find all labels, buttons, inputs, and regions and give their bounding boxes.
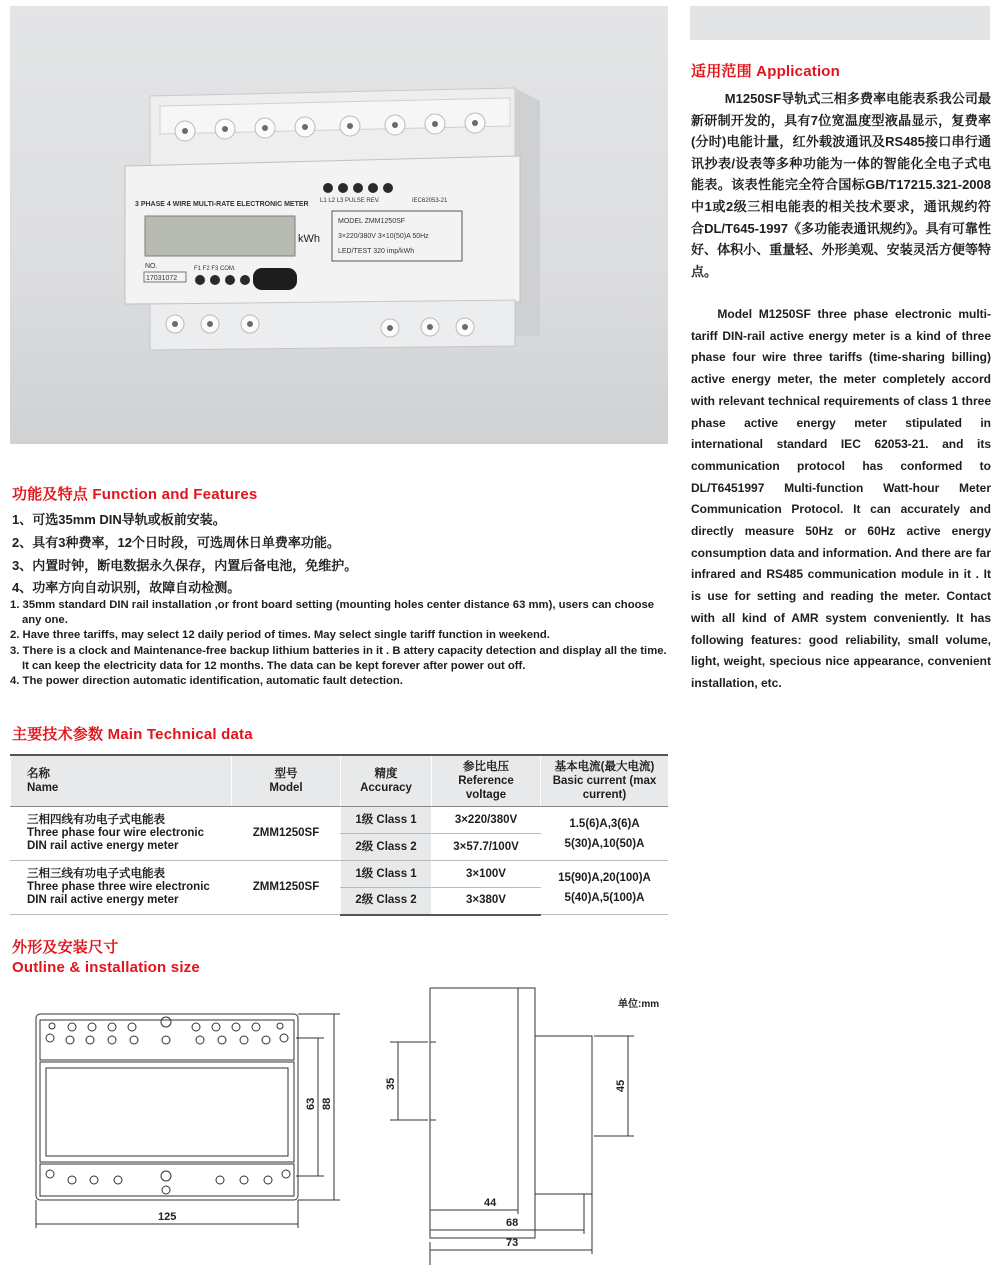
features-title: 功能及特点 Function and Features (12, 486, 258, 503)
dim-44: 44 (484, 1197, 497, 1209)
features-list-en (10, 598, 670, 689)
meter-model: MODEL ZMM1250SF (338, 218, 406, 225)
cell-accuracy: 2级 Class 2 (341, 834, 432, 861)
feature-zh-item: 4、功率方向自动识别，故障自动检测。 (12, 580, 241, 596)
cell-name: 三相四线有功电子式电能表 Three phase four wire electronic DIN rail active energy meter (11, 807, 232, 861)
col-model: 型号 Model (232, 755, 341, 807)
outline-title: 外形及安装尺寸 Outline & installation size (12, 939, 200, 976)
meter-led: LED/TEST 320 imp/kWh (338, 248, 415, 255)
dim-125: 125 (158, 1211, 177, 1223)
dim-45: 45 (615, 1079, 627, 1092)
table-row (11, 861, 669, 888)
application-text-zh: M1250SF导轨式三相多费率电能表系我公司最新研制开发的，具有7位宽温度型液晶显示，复费率(分时)电能计量，红外载波通讯及RS485接口串行通讯抄表/设表等多种功能为一体的智能化全电子式电能表。该表性能完全符合国标GB/T17215.321-2008中1或2级三相电能表的相关技术要求，通讯规约符合DL/T645-1997《多功能表通讯规约》。具有可靠性好、体积小、重量轻、外形美观、安装灵活方便等特点。 (691, 91, 991, 279)
feature-en-item: 4. The power direction automatic identification, automatic fault detection. (10, 675, 403, 688)
dim-63: 63 (305, 1097, 317, 1110)
meter-indicators: L1 L2 L3 PULSE REV. (320, 198, 380, 204)
header-bar (690, 6, 990, 40)
meter-no: NO. (145, 263, 158, 270)
feature-en-item: 1. 35mm standard DIN rail installation ,or front board setting (mounting holes center distance 63 mm), users can choose any one. (10, 599, 655, 627)
cell-accuracy: 2级 Class 2 (341, 888, 432, 915)
tech-table (10, 754, 668, 916)
meter-kwh: kWh (298, 233, 320, 245)
cell-accuracy: 1级 Class 1 (341, 807, 432, 834)
front-view-drawing (0, 1000, 380, 1260)
cell-voltage: 3×220/380V (432, 807, 541, 834)
meter-spec: 3×220/380V 3×10(50)A 50Hz (338, 233, 429, 240)
cell-model: ZMM1250SF (232, 807, 341, 861)
feature-en-item: 2. Have three tariffs, may select 12 daily period of times. May select single tariff function in weekend. (10, 629, 550, 642)
col-accuracy: 精度 Accuracy (341, 755, 432, 807)
dim-35: 35 (385, 1077, 397, 1090)
dim-68: 68 (506, 1217, 519, 1229)
table-row (11, 807, 669, 834)
table-header-row (11, 755, 669, 807)
cell-model: ZMM1250SF (232, 861, 341, 915)
unit-label: 单位:mm (618, 999, 660, 1010)
side-view-drawing (380, 980, 670, 1265)
meter-buttons: F1 F2 F3 COM. (194, 266, 236, 272)
meter-label: 3 PHASE 4 WIRE MULTI-RATE ELECTRONIC METER (135, 201, 309, 208)
dim-88: 88 (321, 1097, 333, 1110)
cell-name: 三相三线有功电子式电能表 Three phase three wire electronic DIN rail active energy meter (11, 861, 232, 915)
feature-zh-item: 2、具有3种费率，12个日时段，可选周休日单费率功能。 (12, 534, 340, 550)
feature-zh-item: 3、内置时钟，断电数据永久保存，内置后备电池，免维护。 (12, 557, 358, 573)
tech-title: 主要技术参数 Main Technical data (12, 726, 253, 743)
feature-en-item: 3. There is a clock and Maintenance-free backup lithium batteries in it . B attery capacity detection and display all the time. It can keep the electricity data for 12 months. The data can be kept forever after power out off. (10, 644, 667, 672)
application-text-en: Model M1250SF three phase electronic multi-tariff DIN-rail active energy meter is a kind of three phase four wire three tariffs (time-sharing billing) active energy meter, the meter completely accord with relevant technical requirements of class 1 three phase active energy meter stipulated in international standard IEC 62053-21. and its communication protocol has conformed to DL/T6451997 Multi-function Watt-hour Meter Communication Protocol. It can accurately and directly measure 50Hz or 60Hz active energy consumption data and information. And there are far infrared and RS485 communication module in it . It is use for setting and reading the meter. Contact with all kind of AMR system conveniently. It has following features: good reliability, small volume, light, weight, specious nice appearance, convenient installation, etc. (691, 307, 991, 690)
col-current: 基本电流(最大电流) Basic current (max current) (541, 755, 669, 807)
dim-73: 73 (506, 1237, 519, 1249)
cell-voltage: 3×57.7/100V (432, 834, 541, 861)
col-name: 名称 Name (11, 755, 232, 807)
application-title: 适用范围 Application (691, 63, 841, 80)
product-photo (10, 6, 668, 444)
meter-serial: 17031072 (146, 275, 178, 282)
feature-zh-item: 1、可选35mm DIN导轨或板前安装。 (12, 512, 226, 527)
features-list-zh (12, 509, 672, 600)
cell-voltage: 3×100V (432, 861, 541, 888)
cell-voltage: 3×380V (432, 888, 541, 915)
cell-accuracy: 1级 Class 1 (341, 861, 432, 888)
col-voltage: 参比电压 Reference voltage (432, 755, 541, 807)
cell-current: 15(90)A,20(100)A 5(40)A,5(100)A (541, 861, 669, 915)
cell-current: 1.5(6)A,3(6)A 5(30)A,10(50)A (541, 807, 669, 861)
meter-standard: IEC62053-21 (412, 198, 448, 204)
